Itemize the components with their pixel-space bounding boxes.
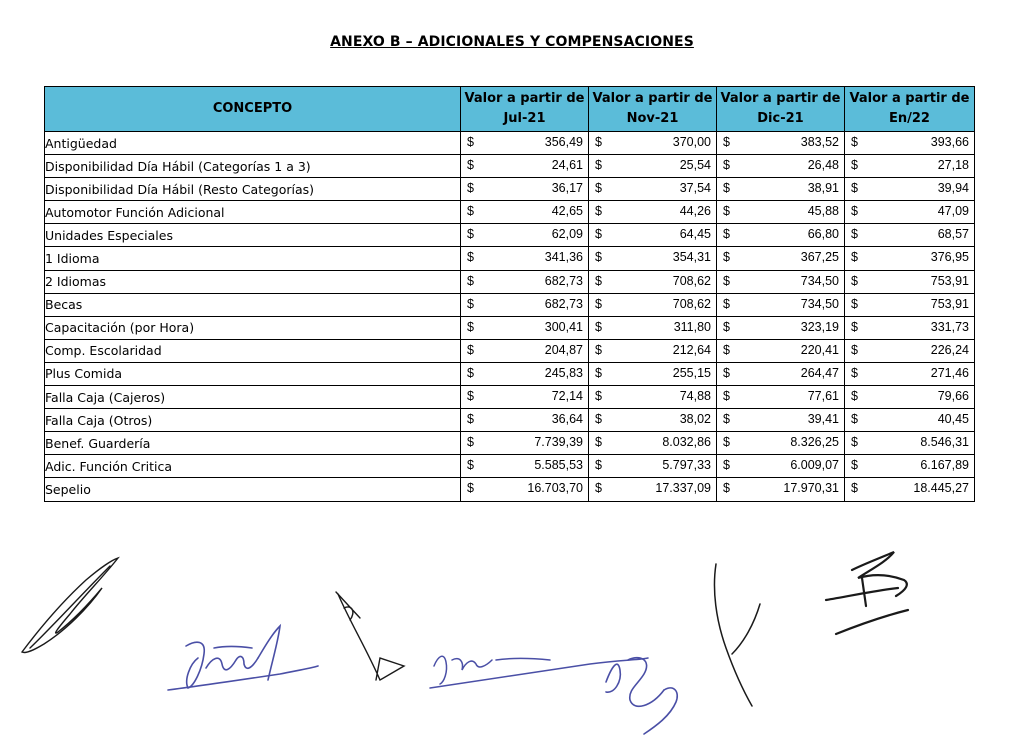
signature-4 — [430, 656, 648, 688]
amount: 383,52 — [800, 135, 839, 149]
value-cell — [717, 478, 845, 501]
value-cell — [717, 247, 845, 270]
currency-symbol: $ — [595, 412, 602, 427]
signature-2 — [168, 626, 318, 690]
currency-symbol: $ — [723, 135, 730, 149]
amount: 39,41 — [807, 412, 839, 427]
amount: 47,09 — [937, 204, 969, 219]
amount: 42,65 — [551, 204, 583, 219]
currency-symbol: $ — [851, 435, 858, 450]
currency-symbol: $ — [723, 412, 730, 427]
amount: 220,41 — [800, 342, 839, 357]
amount: 39,94 — [937, 181, 969, 196]
amount: 44,26 — [679, 204, 711, 219]
currency-symbol: $ — [723, 365, 730, 380]
value-cell — [589, 316, 717, 339]
amount: 341,36 — [544, 250, 583, 265]
value-cell — [845, 270, 975, 293]
value-cell — [589, 478, 717, 501]
currency-symbol: $ — [595, 181, 602, 196]
value-cell — [589, 339, 717, 362]
amount: 370,00 — [672, 135, 711, 149]
signature-5 — [606, 658, 677, 734]
currency-symbol: $ — [723, 389, 730, 404]
value-cell — [845, 409, 975, 432]
table-row — [45, 362, 975, 385]
value-cell — [845, 432, 975, 455]
value-cell — [845, 455, 975, 478]
currency-symbol: $ — [595, 273, 602, 288]
amount: 245,83 — [544, 365, 583, 380]
currency-symbol: $ — [595, 435, 602, 450]
value-cell — [717, 386, 845, 409]
currency-symbol: $ — [723, 181, 730, 196]
signature-1 — [22, 558, 118, 653]
value-cell — [717, 270, 845, 293]
currency-symbol: $ — [467, 319, 474, 334]
currency-symbol: $ — [851, 389, 858, 404]
currency-symbol: $ — [723, 250, 730, 265]
currency-symbol: $ — [595, 135, 602, 149]
amount: 682,73 — [544, 296, 583, 311]
amount: 45,88 — [807, 204, 839, 219]
amount: 72,14 — [551, 389, 583, 404]
amount: 62,09 — [551, 227, 583, 242]
amount: 300,41 — [544, 319, 583, 334]
amount: 64,45 — [679, 227, 711, 242]
table-row — [45, 155, 975, 178]
currency-symbol: $ — [467, 365, 474, 380]
currency-symbol: $ — [467, 273, 474, 288]
signature-3 — [336, 592, 404, 680]
value-cell — [717, 155, 845, 178]
currency-symbol: $ — [851, 181, 858, 196]
concept-cell: 1 Idioma — [45, 247, 461, 270]
currency-symbol: $ — [595, 365, 602, 380]
amount: 331,73 — [930, 319, 969, 334]
table-row — [45, 224, 975, 247]
table-row — [45, 132, 975, 155]
currency-symbol: $ — [595, 158, 602, 173]
table-row — [45, 432, 975, 455]
currency-symbol: $ — [467, 435, 474, 450]
amount: 18.445,27 — [913, 481, 969, 496]
value-cell — [461, 455, 589, 478]
currency-symbol: $ — [851, 296, 858, 311]
currency-symbol: $ — [467, 389, 474, 404]
currency-symbol: $ — [723, 273, 730, 288]
value-cell — [845, 316, 975, 339]
concept-cell: Benef. Guardería — [45, 432, 461, 455]
amount: 8.326,25 — [790, 435, 839, 450]
amount: 226,24 — [930, 342, 969, 357]
value-cell — [589, 455, 717, 478]
column-header: Valor a partir de Jul-21 — [461, 87, 589, 132]
concept-cell: Unidades Especiales — [45, 224, 461, 247]
amount: 38,02 — [679, 412, 711, 427]
value-cell — [589, 432, 717, 455]
amount: 8.032,86 — [662, 435, 711, 450]
signature-7 — [826, 552, 908, 634]
amount: 271,46 — [930, 365, 969, 380]
value-cell — [845, 178, 975, 201]
table-row — [45, 247, 975, 270]
amount: 354,31 — [672, 250, 711, 265]
value-cell — [845, 339, 975, 362]
value-cell — [717, 455, 845, 478]
amount: 68,57 — [937, 227, 969, 242]
currency-symbol: $ — [595, 250, 602, 265]
amount: 36,64 — [551, 412, 583, 427]
amount: 393,66 — [930, 135, 969, 149]
value-cell — [461, 155, 589, 178]
table-row — [45, 386, 975, 409]
value-cell — [589, 409, 717, 432]
table-row — [45, 409, 975, 432]
table-row — [45, 293, 975, 316]
document-title-text: ANEXO B – ADICIONALES Y COMPENSACIONES — [330, 34, 694, 50]
currency-symbol: $ — [723, 435, 730, 450]
currency-symbol: $ — [851, 204, 858, 219]
amount: 323,19 — [800, 319, 839, 334]
value-cell — [845, 155, 975, 178]
value-cell — [717, 293, 845, 316]
value-cell — [717, 316, 845, 339]
value-cell — [589, 247, 717, 270]
amount: 36,17 — [551, 181, 583, 196]
amount: 37,54 — [679, 181, 711, 196]
value-cell — [717, 224, 845, 247]
concept-cell: 2 Idiomas — [45, 270, 461, 293]
column-header: Valor a partir de En/22 — [845, 87, 975, 132]
currency-symbol: $ — [595, 458, 602, 473]
amount: 7.739,39 — [534, 435, 583, 450]
amount: 5.797,33 — [662, 458, 711, 473]
currency-symbol: $ — [851, 481, 858, 496]
value-cell — [461, 270, 589, 293]
value-cell — [845, 362, 975, 385]
currency-symbol: $ — [595, 204, 602, 219]
value-cell — [589, 155, 717, 178]
currency-symbol: $ — [467, 135, 474, 149]
value-cell — [845, 386, 975, 409]
amount: 212,64 — [672, 342, 711, 357]
concept-cell: Becas — [45, 293, 461, 316]
amount: 17.337,09 — [655, 481, 711, 496]
value-cell — [461, 339, 589, 362]
amount: 376,95 — [930, 250, 969, 265]
value-cell — [717, 178, 845, 201]
amount: 204,87 — [544, 342, 583, 357]
value-cell — [461, 478, 589, 501]
currency-symbol: $ — [467, 342, 474, 357]
currency-symbol: $ — [723, 481, 730, 496]
currency-symbol: $ — [851, 250, 858, 265]
currency-symbol: $ — [723, 227, 730, 242]
currency-symbol: $ — [851, 412, 858, 427]
concept-cell: Falla Caja (Otros) — [45, 409, 461, 432]
currency-symbol: $ — [467, 481, 474, 496]
concept-cell: Disponibilidad Día Hábil (Categorías 1 a 3) — [45, 155, 461, 178]
table-row — [45, 201, 975, 224]
amount: 6.167,89 — [920, 458, 969, 473]
value-cell — [845, 293, 975, 316]
concept-header: CONCEPTO — [45, 87, 461, 132]
value-cell — [717, 432, 845, 455]
currency-symbol: $ — [467, 227, 474, 242]
currency-symbol: $ — [595, 481, 602, 496]
currency-symbol: $ — [467, 412, 474, 427]
concept-cell: Disponibilidad Día Hábil (Resto Categorías) — [45, 178, 461, 201]
currency-symbol: $ — [467, 296, 474, 311]
amount: 311,80 — [673, 319, 711, 334]
currency-symbol: $ — [723, 342, 730, 357]
value-cell — [589, 224, 717, 247]
currency-symbol: $ — [595, 296, 602, 311]
table-header-row — [45, 87, 975, 132]
currency-symbol: $ — [723, 204, 730, 219]
amount: 17.970,31 — [783, 481, 839, 496]
concept-cell: Sepelio — [45, 478, 461, 501]
value-cell — [717, 409, 845, 432]
value-cell — [717, 132, 845, 155]
value-cell — [589, 201, 717, 224]
value-cell — [717, 362, 845, 385]
currency-symbol: $ — [851, 342, 858, 357]
value-cell — [845, 247, 975, 270]
amount: 708,62 — [672, 273, 711, 288]
value-cell — [845, 224, 975, 247]
value-cell — [461, 432, 589, 455]
table-body — [45, 132, 975, 502]
value-cell — [717, 339, 845, 362]
amount: 753,91 — [930, 273, 969, 288]
amount: 24,61 — [551, 158, 583, 173]
amount: 26,48 — [807, 158, 839, 173]
currency-symbol: $ — [595, 342, 602, 357]
concept-cell: Automotor Función Adicional — [45, 201, 461, 224]
table-row — [45, 478, 975, 501]
currency-symbol: $ — [723, 319, 730, 334]
value-cell — [461, 132, 589, 155]
currency-symbol: $ — [851, 319, 858, 334]
value-cell — [845, 132, 975, 155]
value-cell — [589, 132, 717, 155]
amount: 77,61 — [807, 389, 839, 404]
value-cell — [461, 201, 589, 224]
amount: 708,62 — [672, 296, 711, 311]
currency-symbol: $ — [851, 158, 858, 173]
value-cell — [461, 316, 589, 339]
amount: 66,80 — [807, 227, 839, 242]
amount: 74,88 — [679, 389, 711, 404]
value-cell — [461, 178, 589, 201]
column-header: Valor a partir de Nov-21 — [589, 87, 717, 132]
value-cell — [461, 224, 589, 247]
column-header: Valor a partir de Dic-21 — [717, 87, 845, 132]
table-row — [45, 455, 975, 478]
value-cell — [461, 362, 589, 385]
amount: 264,47 — [800, 365, 839, 380]
currency-symbol: $ — [595, 389, 602, 404]
value-cell — [461, 247, 589, 270]
amount: 25,54 — [679, 158, 711, 173]
currency-symbol: $ — [723, 458, 730, 473]
value-cell — [589, 178, 717, 201]
value-cell — [461, 293, 589, 316]
currency-symbol: $ — [723, 158, 730, 173]
value-cell — [845, 201, 975, 224]
value-cell — [845, 478, 975, 501]
amount: 753,91 — [930, 296, 969, 311]
amount: 682,73 — [544, 273, 583, 288]
amount: 6.009,07 — [790, 458, 839, 473]
amount: 38,91 — [807, 181, 839, 196]
currency-symbol: $ — [723, 296, 730, 311]
concept-cell: Adic. Función Critica — [45, 455, 461, 478]
concept-cell: Capacitación (por Hora) — [45, 316, 461, 339]
amount: 5.585,53 — [534, 458, 583, 473]
amount: 255,15 — [672, 365, 711, 380]
concept-cell: Falla Caja (Cajeros) — [45, 386, 461, 409]
compensation-table — [44, 86, 975, 502]
table-row — [45, 270, 975, 293]
concept-cell: Plus Comida — [45, 362, 461, 385]
signature-6 — [714, 564, 760, 706]
amount: 734,50 — [800, 296, 839, 311]
value-cell — [717, 201, 845, 224]
value-cell — [461, 409, 589, 432]
currency-symbol: $ — [467, 250, 474, 265]
currency-symbol: $ — [851, 273, 858, 288]
currency-symbol: $ — [595, 319, 602, 334]
value-cell — [461, 386, 589, 409]
currency-symbol: $ — [851, 458, 858, 473]
currency-symbol: $ — [467, 158, 474, 173]
table-row — [45, 339, 975, 362]
currency-symbol: $ — [467, 204, 474, 219]
currency-symbol: $ — [595, 227, 602, 242]
currency-symbol: $ — [467, 458, 474, 473]
amount: 79,66 — [937, 389, 969, 404]
amount: 27,18 — [937, 158, 969, 173]
value-cell — [589, 270, 717, 293]
amount: 734,50 — [800, 273, 839, 288]
currency-symbol: $ — [851, 227, 858, 242]
concept-cell: Antigüedad — [45, 132, 461, 155]
amount: 367,25 — [800, 250, 839, 265]
amount: 356,49 — [544, 135, 583, 149]
value-cell — [589, 362, 717, 385]
currency-symbol: $ — [851, 135, 858, 149]
currency-symbol: $ — [467, 181, 474, 196]
amount: 40,45 — [937, 412, 969, 427]
currency-symbol: $ — [851, 365, 858, 380]
value-cell — [589, 386, 717, 409]
table-row — [45, 178, 975, 201]
value-cell — [589, 293, 717, 316]
signatures — [0, 530, 1024, 746]
amount: 16.703,70 — [527, 481, 583, 496]
document-title — [0, 34, 1024, 50]
table-row — [45, 316, 975, 339]
concept-cell: Comp. Escolaridad — [45, 339, 461, 362]
amount: 8.546,31 — [920, 435, 969, 450]
